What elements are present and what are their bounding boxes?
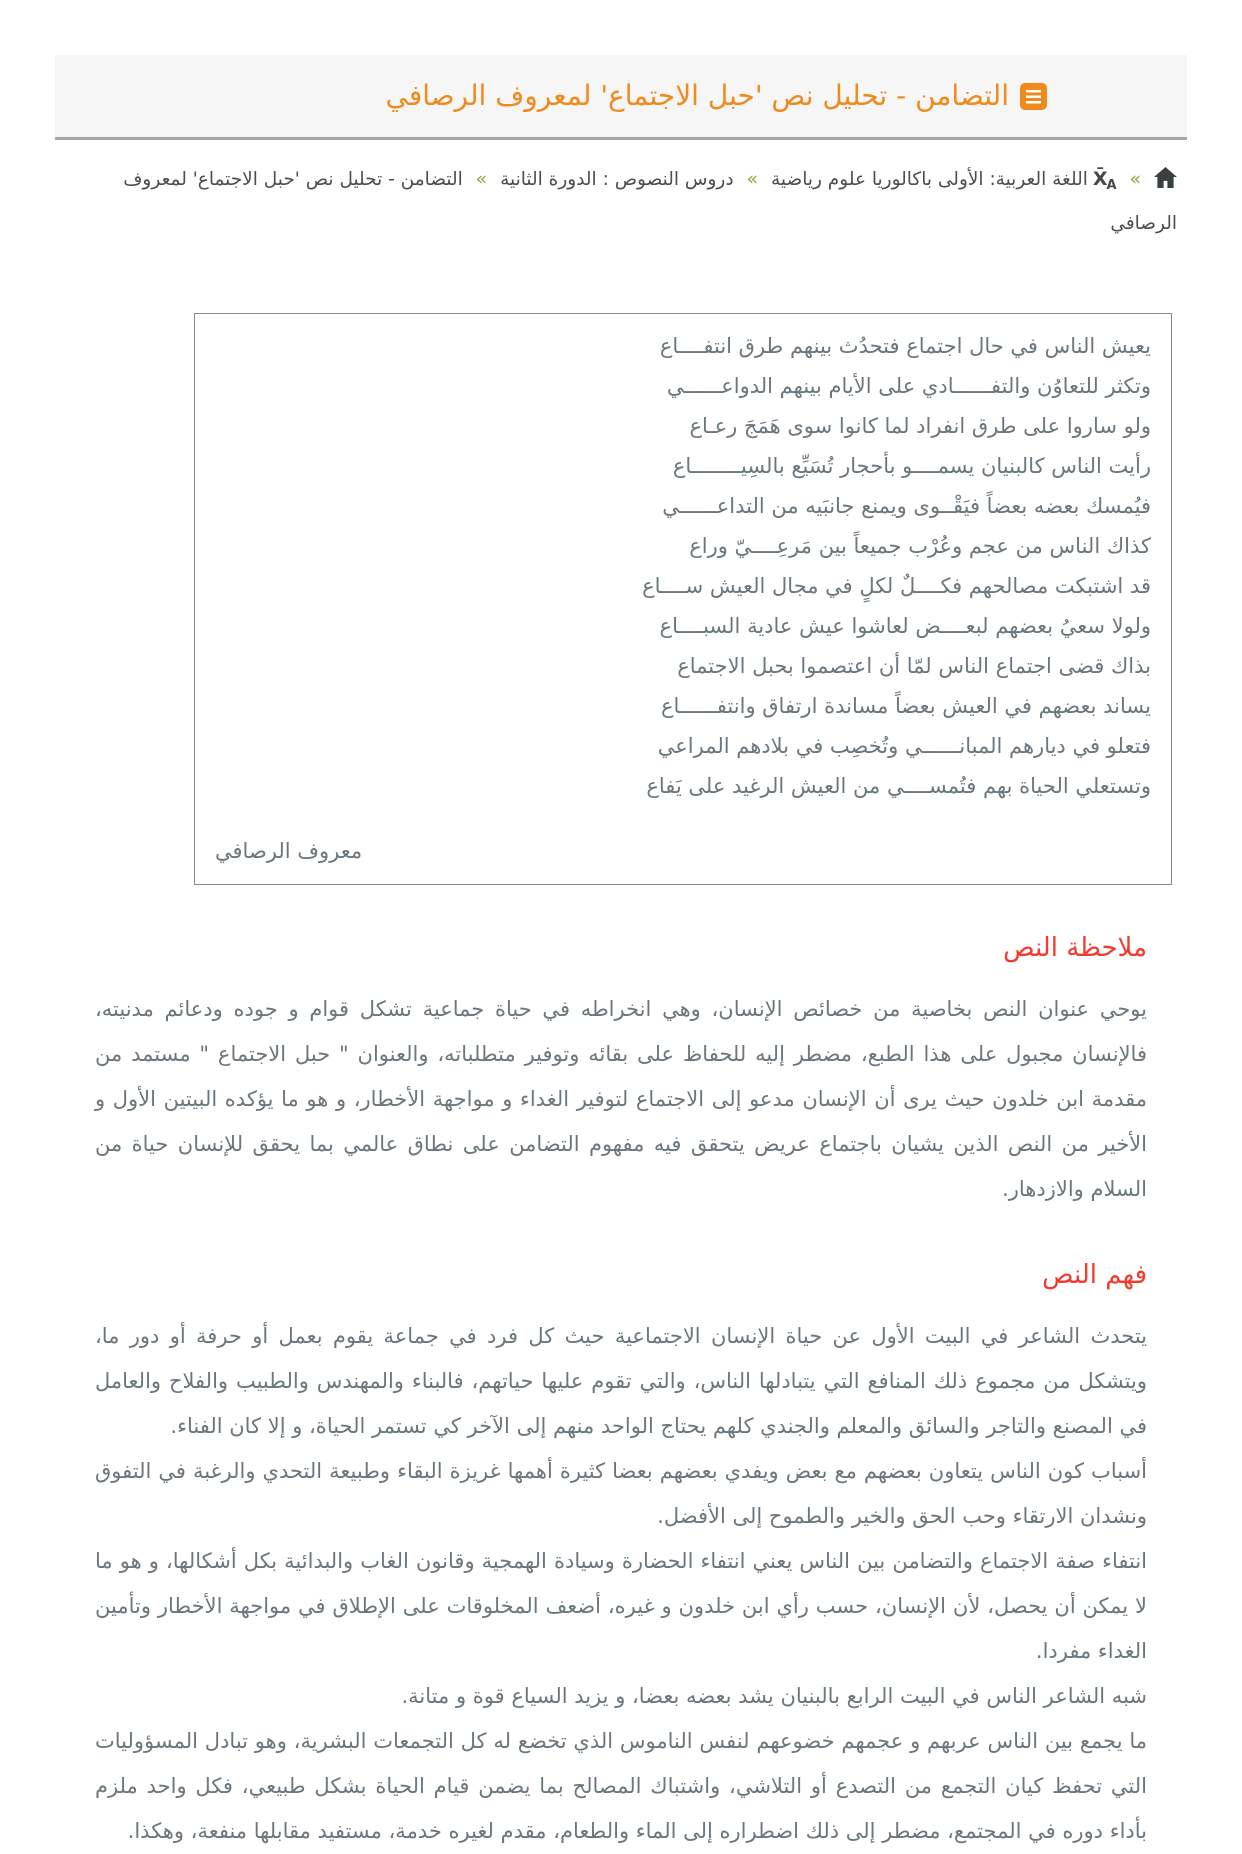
poem-line: رأيت الناس كالبنيان يسمــــو بأحجار تُسَيِّع بالسِيــــــــاع <box>672 454 1151 478</box>
breadcrumb-item-current: التضامن - تحليل نص 'حبل الاجتماع' لمعروف الرصافي <box>123 169 1177 234</box>
list-lines-icon <box>1020 83 1047 110</box>
observation-paragraph: يوحي عنوان النص بخاصية من خصائص الإنسان، وهي انخراطه في حياة جماعية تشكل قوام و جوده ودعائم مدنيته، فالإنسان مجبول على هذا الطبع، مضطر إليه للحفاظ على بقائه وتوفير متطلباته، والعنوان " حبل الاجتماع " مستمد من مقدمة ابن خلدون حيث يرى أن الإنسان مدعو إلى الاجتماع لتوفير الغداء و مواجهة الأخطار، و هو ما يؤكده البيتين الأول و الأخير من النص الذين يشيان باجتماع عريض يتحقق فيه مفهوم التضامن على نطاق عالمي بما يحقق للإنسان حياة من السلام والازدهار. <box>95 997 1147 1201</box>
translate-icon: $X̄_A$ <box>1092 168 1117 193</box>
comprehension-paragraph: أسباب كون الناس يتعاون بعضهم مع بعض ويفدي بعضهم بعضا كثيرة أهمها غريزة البقاء وطبيعة التحدي والرغبة في التفوق ونشدان الارتقاء وحب الحق والخير والطموح إلى الأفضل. <box>95 1459 1147 1528</box>
breadcrumb-separator: » <box>746 168 759 190</box>
comprehension-paragraph: ما يجمع بين الناس عربهم و عجمهم خضوعهم لنفس الناموس الذي تخضع له كل التجمعات البشرية، وهو تبادل المسؤوليات التي تحفظ كيان التجمع من التصدع أو التلاشي، واشتباك المصالح بما يضمن قيام الحياة بشكل طبيعي، فكل واحد ملزم بأداء دوره في المجتمع، مضطر إلى ذلك اضطراره إلى الماء والطعام، مقدم لغيره خدمة، مستفيد مقابلها منفعة، وهكذا. <box>95 1729 1147 1843</box>
poem-line: كذاك الناس من عجم وعُرْب جميعاً بين مَرعِــــيّ وراع <box>689 534 1151 558</box>
lesson-header <box>55 55 1187 140</box>
poem-line: فتعلو في ديارهم المبانــــــي وتُخصِب في بلادهم المراعي <box>657 734 1151 758</box>
poem-line: وتستعلي الحياة بهم فتُمســــي من العيش الرغيد على يَفاع <box>646 774 1151 798</box>
poem-box <box>194 313 1172 885</box>
breadcrumb-item-course[interactable]: دروس النصوص : الدورة الثانية <box>500 169 734 190</box>
poem-author: معروف الرصافي <box>215 839 363 863</box>
poem-line: وتكثر للتعاوُن والتفــــــادي على الأيام بينهم الدواعــــــي <box>666 374 1151 398</box>
home-icon[interactable] <box>1154 164 1177 202</box>
section-heading-comprehension: فهم النص <box>1042 1260 1147 1290</box>
poem-line: بذاك قضى اجتماع الناس لمّا أن اعتصموا بحبل الاجتماع <box>677 654 1151 678</box>
section-heading-observation: ملاحظة النص <box>1003 933 1147 963</box>
breadcrumb <box>95 160 1177 243</box>
breadcrumb-item-subject[interactable] <box>771 168 1117 193</box>
poem-line: يساند بعضهم في العيش بعضاً مساندة ارتفاق وانتفــــــاع <box>660 694 1151 718</box>
poem-line: ولولا سعيُ بعضهم لبعــــض لعاشوا عيش عادية السبــــاع <box>659 614 1151 638</box>
comprehension-paragraph: يتحدث الشاعر في البيت الأول عن حياة الإنسان الاجتماعية حيث كل فرد في جماعة يقوم بعمل أو حرفة أو دور ما، ويتشكل من مجموع ذلك المنافع التي يتبادلها الناس، والتي تقوم عليها حياتهم، فالبناء والمهندس والطبيب والفلاح والعامل في المصنع والتاجر والسائق والمعلم والجندي كلهم يحتاج الواحد منهم إلى الآخر كي تستمر الحياة، و إلا كان الفناء. <box>95 1324 1147 1438</box>
poem-line: فيُمسك بعضه بعضاً فيَقْــوى ويمنع جانبَيه من التداعــــــي <box>662 494 1151 518</box>
poem-line: ولو ساروا على طرق انفراد لما كانوا سوى هَمَجَ رعـاع <box>689 414 1151 438</box>
poem-line: يعيش الناس في حال اجتماع فتحدُث بينهم طرق انتفــــاع <box>659 334 1151 358</box>
comprehension-paragraph: انتفاء صفة الاجتماع والتضامن بين الناس يعني انتفاء الحضارة وسيادة الهمجية وقانون الغاب والبدائية بكل أشكالها، و هو ما لا يمكن أن يحصل، لأن الإنسان، حسب رأي ابن خلدون و غيره، أضعف المخلوقات على الإطلاق في مواجهة الأخطار وتأمين الغداء مفردا. <box>95 1549 1147 1663</box>
comprehension-paragraph: شبه الشاعر الناس في البيت الرابع بالبنيان يشد بعضه بعضا، و يزيد السياع قوة و متانة. <box>401 1684 1147 1708</box>
breadcrumb-item-subject-label: اللغة العربية: الأولى باكالوريا علوم رياضية <box>771 169 1088 190</box>
page-title-text: التضامن - تحليل نص 'حبل الاجتماع' لمعروف الرصافي <box>385 79 1009 112</box>
page-title <box>75 79 1047 113</box>
breadcrumb-separator: » <box>1129 168 1142 190</box>
breadcrumb-separator: » <box>475 168 488 190</box>
poem-line: قد اشتبكت مصالحهم فكــــلٌ لكلٍ في مجال العيش ســــاع <box>642 574 1151 598</box>
